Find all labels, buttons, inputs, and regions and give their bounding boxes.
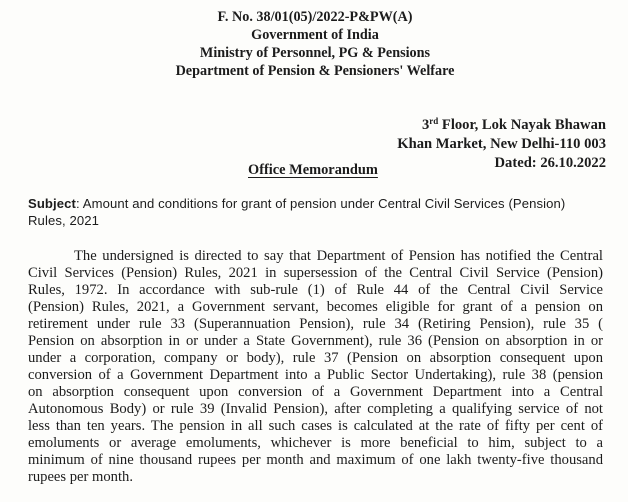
subject-block bbox=[28, 195, 602, 229]
file-number: F. No. 38/01(05)/2022-P&PW(A) bbox=[217, 9, 413, 25]
body-line: Autonomous Body) or rule 39 (Invalid Pension), after completing a qualifying service of not bbox=[28, 401, 603, 417]
address-block bbox=[397, 116, 606, 173]
body-line: under a corporation, company or body), rule 37 (Pension on absorption consequent upon bbox=[28, 350, 603, 366]
memo-title: Office Memorandum bbox=[248, 162, 378, 178]
floor-building: Floor, Lok Nayak Bhawan bbox=[438, 117, 606, 133]
subject-label: Subject bbox=[28, 196, 76, 211]
body-line: Rules, 1972. In accordance with sub-rule (1) of Rule 44 of the Central Civil Service bbox=[28, 282, 603, 298]
body-line: minimum of nine thousand rupees per month and maximum of one lakh twenty-five thousand bbox=[28, 452, 603, 468]
body-line: conversion of a Government Department into a Public Sector Undertaking), rule 38 (pension bbox=[28, 367, 603, 383]
letterhead bbox=[150, 8, 480, 80]
body-line: Pension on absorption in or under a State Government), rule 36 (Pension on absorption in or bbox=[28, 333, 603, 349]
floor-number: 3 bbox=[421, 117, 430, 133]
address-market: Khan Market, New Delhi-110 003 bbox=[397, 136, 606, 152]
government-name: Government of India bbox=[251, 27, 379, 43]
memo-date: Dated: 26.10.2022 bbox=[494, 155, 606, 171]
body-line: (Pension) Rules, 2021, a Government servant, becomes eligible for grant of a pension on bbox=[28, 299, 603, 315]
address-floor bbox=[397, 116, 606, 135]
ministry-name: Ministry of Personnel, PG & Pensions bbox=[199, 45, 431, 61]
body-line: emoluments or average emoluments, whichever is more beneficial to him, subject to a bbox=[28, 435, 603, 451]
subject-line-2: Rules, 2021 bbox=[28, 213, 99, 228]
body-line: retirement under rule 33 (Superannuation Pension), rule 34 (Retiring Pension), rule 35 ( bbox=[28, 316, 603, 332]
body-line: on absorption consequent upon conversion of a Government Department into a Central bbox=[28, 384, 603, 400]
body-line: rupees per month. bbox=[28, 469, 133, 485]
body-paragraph bbox=[28, 248, 603, 486]
subject-line-1 bbox=[28, 195, 602, 212]
body-line: Civil Services (Pension) Rules, 2021 in supersession of the Central Civil Service (Pension) bbox=[28, 265, 603, 281]
subject-text: : Amount and conditions for grant of pension under Central Civil Services (Pension) bbox=[76, 196, 566, 211]
department-name: Department of Pension & Pensioners' Welfare bbox=[175, 63, 455, 79]
floor-suffix: rd bbox=[429, 116, 439, 126]
body-line: The undersigned is directed to say that Department of Pension has notified the Central bbox=[74, 248, 603, 264]
body-line: less than ten years. The pension in all such cases is calculated at the rate of fifty per cent of bbox=[28, 418, 603, 434]
